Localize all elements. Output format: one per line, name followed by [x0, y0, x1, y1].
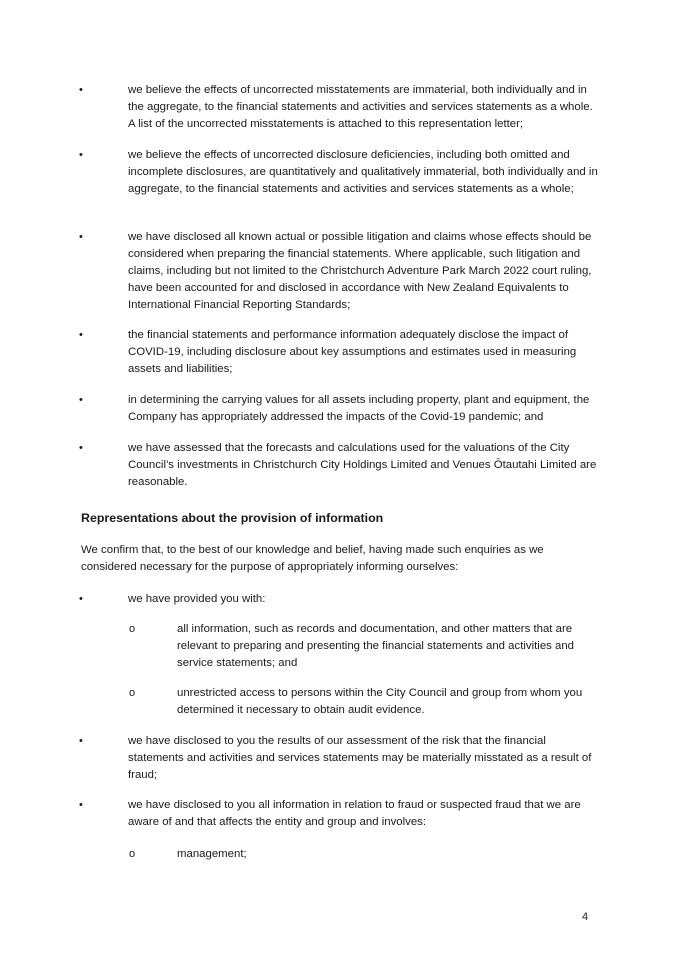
bullet-text: we have disclosed to you all information in relation to fraud or suspected fraud that we are aware of and that affects the entity and group and involves:: [128, 799, 581, 828]
bullet-marker: •: [79, 593, 83, 605]
bullet-marker: •: [79, 442, 83, 454]
section-heading: Representations about the provision of information: [81, 511, 384, 525]
sub-bullet-marker: o: [129, 623, 136, 635]
intro-paragraph: We confirm that, to the best of our knowledge and belief, having made such enquiries as we considered necessary for the purpose of appropriately informing ourselves:: [81, 544, 544, 573]
sub-list-text: management;: [177, 848, 247, 860]
sub-list-text: unrestricted access to persons within the City Council and group from whom you determined it necessary to obtain audit evidence.: [177, 687, 583, 716]
bullet-text: in determining the carrying values for all assets including property, plant and equipment, the Company has appropriately addressed the impacts of the Covid-19 pandemic; and: [128, 394, 590, 423]
bullet-text: we believe the effects of uncorrected disclosure deficiencies, including both omitted and incomplete disclosures, are quantitatively and qualitatively immaterial, both individually and in aggregate, to the financial statements and activities and services statements as a whole;: [128, 149, 598, 195]
bullet-text: we have disclosed all known actual or possible litigation and claims whose effects should be considered when preparing the financial statements. Where applicable, such litigation and claims, including but not limited to the Christchurch Adventure Park March 2022 court ruling, have been accounted for and disclosed in accordance with New Zealand Equivalents to International Financial Reporting Standards;: [128, 231, 592, 311]
page-number: 4: [582, 911, 589, 923]
sub-bullet-marker: o: [129, 687, 136, 699]
bullet-text: the financial statements and performance information adequately disclose the impact of COVID-19, including disclosure about key assumptions and estimates used in measuring assets and liabilities;: [128, 329, 577, 375]
bullet-marker: •: [79, 394, 83, 406]
bullet-marker: •: [79, 329, 83, 341]
bullet-marker: •: [79, 84, 83, 96]
bullet-text: we believe the effects of uncorrected misstatements are immaterial, both individually and in the aggregate, to the financial statements and activities and services statements as a whole. A list of the uncorrected misstatements is attached to this representation letter;: [128, 84, 593, 130]
bullet-text: we have assessed that the forecasts and calculations used for the valuations of the City Council’s investments in Christchurch City Holdings Limited and Venues Ōtautahi Limited are reasonable.: [128, 442, 597, 488]
bullet-marker: •: [79, 231, 83, 243]
bullet-text: we have provided you with:: [128, 593, 266, 605]
bullet-marker: •: [79, 735, 83, 747]
bullet-marker: •: [79, 149, 83, 161]
bullet-text: we have disclosed to you the results of our assessment of the risk that the financial statements and activities and services statements may be materially misstated as a result of fraud;: [128, 735, 592, 781]
bullet-marker: •: [79, 799, 83, 811]
sub-list-text: all information, such as records and documentation, and other matters that are relevant to preparing and presenting the financial statements and activities and service statements; and: [177, 623, 575, 669]
sub-bullet-marker: o: [129, 848, 136, 860]
